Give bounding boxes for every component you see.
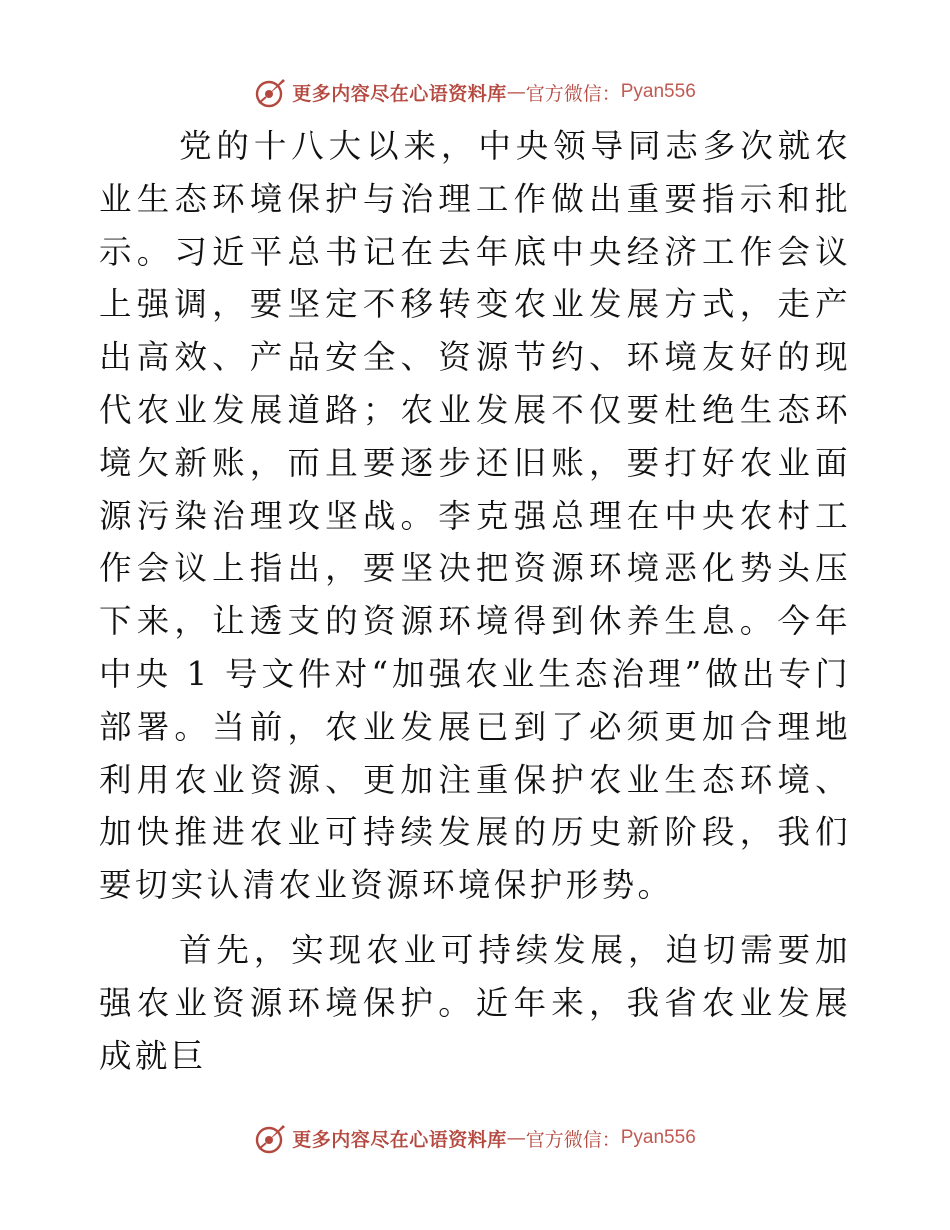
quill-pen-logo-icon <box>254 75 288 109</box>
footer-brand-text: 更多内容尽在心语资料库 <box>292 1128 507 1151</box>
footer-wechat-handle: Pyan556 <box>620 1127 696 1148</box>
quill-pen-logo-icon <box>254 1121 288 1155</box>
footer-banner <box>0 1118 950 1158</box>
header-brand-text: 更多内容尽在心语资料库 <box>292 82 507 105</box>
header-separator: — <box>506 81 526 103</box>
footer-wechat-label: 官方微信： <box>525 1128 621 1151</box>
paragraph-1: 党的十八大以来，中央领导同志多次就农业生态环境保护与治理工作做出重要指示和批示。习近平总书记在去年底中央经济工作会议上强调，要坚定不移转变农业发展方式，走产出高效、产品安全、资源节约、环境友好的现代农业发展道路；农业发展不仅要杜绝生态环境欠新账，而且要逐步还旧账，要打好农业面源污染治理攻坚战。李克强总理在中央农村工作会议上指出，要坚决把资源环境恶化势头压下来，让透支的资源环境得到休养生息。今年中央 1 号文件对“加强农业生态治理”做出专门部署。当前，农业发展已到了必须更加合理地利用农业资源、更加注重保护农业生态环境、加快推进农业可持续发展的历史新阶段，我们要切实认清农业资源环境保护形势。 <box>99 127 851 905</box>
paragraph-2: 首先，实现农业可持续发展，迫切需要加强农业资源环境保护。近年来，我省农业发展成就巨 <box>99 930 851 1075</box>
header-banner <box>0 72 950 112</box>
header-wechat-handle: Pyan556 <box>620 81 696 102</box>
footer-separator: — <box>506 1127 526 1149</box>
document-body <box>99 120 851 1082</box>
header-wechat-label: 官方微信： <box>525 82 621 105</box>
